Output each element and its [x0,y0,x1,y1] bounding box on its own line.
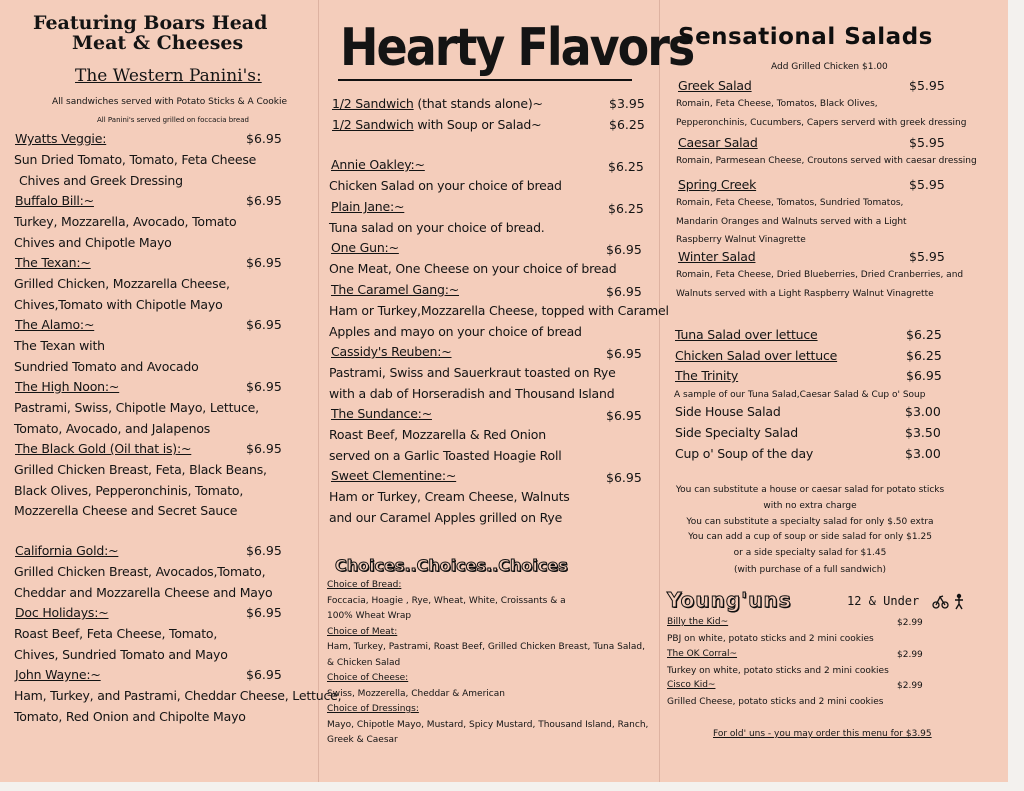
side-item-price: $3.50 [905,425,941,440]
kids-item-name: The OK Corral~ [667,649,738,659]
hearty-item-desc: Chicken Salad on your choice of bread [329,178,562,193]
choice-heading: Choice of Bread: [327,580,402,590]
kids-item-name: Cisco Kid~ [667,680,716,690]
panini-item-desc: Sundried Tomato and Avocado [14,358,199,374]
panini-item-desc: Grilled Chicken, Mozzarella Cheese, [14,276,230,291]
panini-item-name: The Alamo:~ [15,317,95,332]
panini-item-name: John Wayne:~ [15,667,101,682]
substitution-note-line: You can substitute a house or caesar salad for potato sticks [675,485,945,495]
panini-note-1: All sandwiches served with Potato Sticks & A Cookie [52,97,288,107]
panini-item-name: California Gold:~ [15,543,119,558]
hearty-item-name: Cassidy's Reuben:~ [331,344,452,359]
salad-price: $5.95 [909,135,945,150]
hearty-item-price: $6.95 [606,408,642,423]
extra-item-price: $6.25 [906,348,942,363]
panini-item-price: $6.95 [246,605,282,620]
salad-desc: Walnuts served with a Light Raspberry Walnut Vinagrette [676,288,934,299]
kids-item-desc: Grilled Cheese, potato sticks and 2 mini cookies [667,697,884,707]
panini-item-desc: Tomato, Avocado, and Jalapenos [14,420,211,436]
hearty-item-price: $6.95 [606,346,642,361]
choice-option-line: Mayo, Chipotle Mayo, Mustard, Spicy Mustard, Thousand Island, Ranch, [327,719,649,730]
choice-option-line: & Chicken Salad [327,657,401,668]
panini-item-desc: Grilled Chicken Breast, Feta, Black Beans, [14,462,267,477]
fold-line [659,0,660,782]
sensational-salads-title: Sensational Salads [678,24,933,50]
substitution-note-line: You can substitute a specialty salad for only $.50 extra [686,517,934,527]
panini-item-desc: Ham, Turkey, and Pastrami, Cheddar Cheese, Lettuce, [14,688,342,703]
panini-item-name: Buffalo Bill:~ [15,193,94,208]
hearty-item-desc: Pastrami, Swiss and Sauerkraut toasted on Rye [329,365,616,380]
half-sandwich-soup-name: 1/2 Sandwich [332,117,414,132]
hearty-item-desc: Ham or Turkey,Mozzarella Cheese, topped with Caramel [329,303,669,318]
panini-item-desc: Sun Dried Tomato, Tomato, Feta Cheese [14,152,257,167]
half-sandwich-desc: (that stands alone)~ [413,96,543,111]
extra-item-name: Tuna Salad over lettuce [675,327,818,342]
choices-title: Choices..Choices..Choices [335,556,568,575]
hearty-item-name: The Sundance:~ [331,406,432,421]
half-sandwich-soup-line [332,117,541,132]
kids-item-desc: PBJ on white, potato sticks and 2 mini cookies [667,634,874,644]
substitution-note-line: You can add a cup of soup or side salad for only $1.25 [688,532,932,542]
salad-desc: Pepperonchinis, Cucumbers, Capers serverd with greek dressing [676,117,967,128]
panini-item-desc: Black Olives, Pepperonchinis, Tomato, [14,482,244,498]
choice-option-line: Swiss, Mozzerella, Cheddar & American [327,688,505,699]
hearty-item-price: $6.25 [608,201,644,216]
hearty-item-name: Plain Jane:~ [331,199,405,214]
hearty-item-desc: Tuna salad on your choice of bread. [329,220,545,235]
hearty-item-name: Annie Oakley:~ [331,157,425,172]
salad-desc: Raspberry Walnut Vinagrette [676,235,806,245]
panini-item-desc: Pastrami, Swiss, Chipotle Mayo, Lettuce, [14,400,259,415]
kids-item-price: $2.99 [897,650,923,660]
salad-name: Winter Salad [678,249,756,264]
panini-item-name: Doc Holidays:~ [15,605,109,620]
choice-heading: Choice of Cheese: [327,673,409,683]
side-item-price: $3.00 [905,446,941,461]
choice-heading: Choice of Meat: [327,626,398,637]
panini-item-name: The Black Gold (Oil that is):~ [15,441,192,456]
panini-item-desc: Tomato, Red Onion and Chipolte Mayo [14,708,246,724]
hearty-item-price: $6.95 [606,242,642,257]
panini-item-desc: Mozzerella Cheese and Secret Sauce [14,503,238,518]
panini-item-desc: Chives and Greek Dressing [19,172,183,188]
half-sandwich-soup-desc: with Soup or Salad~ [413,117,542,132]
salad-name: Spring Creek [678,177,757,192]
salad-desc: Romain, Feta Cheese, Dried Blueberries, Dried Cranberries, and [676,270,964,280]
panini-item-price: $6.95 [246,441,282,456]
panini-item-price: $6.95 [246,255,282,270]
panini-item-name: The High Noon:~ [15,379,120,394]
panini-item-desc: Turkey, Mozzarella, Avocado, Tomato [14,214,237,229]
panini-item-desc: Chives,Tomato with Chipotle Mayo [14,296,223,312]
salad-name: Caesar Salad [678,135,758,150]
featuring-line-1: Featuring Boars Head [33,12,268,34]
panini-item-price: $6.95 [246,131,282,146]
substitution-note-line: or a side specialty salad for $1.45 [733,548,887,558]
younguns-title: Young'uns [667,588,792,612]
panini-item-desc: Grilled Chicken Breast, Avocados,Tomato, [14,564,266,579]
kids-item-price: $2.99 [897,618,923,628]
choice-option-line: Foccacia, Hoagie , Rye, Wheat, White, Croissants & a [327,595,566,606]
trinity-note: A sample of our Tuna Salad,Caesar Salad & Cup o' Soup [674,390,926,400]
kids-item-desc: Turkey on white, potato sticks and 2 mini cookies [667,666,889,676]
extra-item-name: The Trinity [675,368,739,383]
panini-item-price: $6.95 [246,543,282,558]
panini-section-title: The Western Panini's: [75,66,262,86]
half-sandwich-price: $3.95 [609,96,645,111]
substitution-note-line: with no extra charge [763,501,857,511]
hearty-flavors-title: Hearty Flavors [340,17,694,78]
salad-desc: Romain, Parmesean Cheese, Croutons served with caesar dressing [676,156,977,166]
choice-heading: Choice of Dressings: [327,704,419,714]
panini-item-price: $6.95 [246,317,282,332]
panini-item-price: $6.95 [246,667,282,682]
fold-line [318,0,319,782]
hearty-item-desc: Roast Beef, Mozzarella & Red Onion [329,427,546,442]
hearty-item-name: One Gun:~ [331,240,399,255]
kids-item-price: $2.99 [897,681,923,691]
hearty-item-price: $6.95 [606,284,642,299]
extra-item-price: $6.95 [906,368,942,383]
hearty-item-price: $6.25 [608,159,644,174]
half-sandwich-name: 1/2 Sandwich [332,96,414,111]
hearty-item-desc: served on a Garlic Toasted Hoagie Roll [329,447,562,463]
featuring-line-2: Meat & Cheeses [72,32,244,54]
panini-item-desc: The Texan with [14,338,105,353]
kids-item-name: Billy the Kid~ [667,617,729,627]
extra-item-name: Chicken Salad over lettuce [675,348,838,363]
panini-item-name: The Texan:~ [15,255,91,270]
choice-option-line: Greek & Caesar [327,735,398,745]
cowboy-icon [929,592,969,614]
panini-item-price: $6.95 [246,193,282,208]
half-sandwich-soup-price: $6.25 [609,117,645,132]
hearty-item-name: The Caramel Gang:~ [331,282,460,297]
panini-item-price: $6.95 [246,379,282,394]
hearty-item-price: $6.95 [606,470,642,485]
panini-item-desc: Cheddar and Mozzarella Cheese and Mayo [14,584,273,600]
salad-desc: Romain, Feta Cheese, Tomatos, Sundried Tomatos, [676,198,904,208]
salad-price: $5.95 [909,249,945,264]
salad-price: $5.95 [909,78,945,93]
side-item-price: $3.00 [905,404,941,419]
hearty-item-desc: Ham or Turkey, Cream Cheese, Walnuts [329,489,570,504]
panini-note-2: All Panini's served grilled on foccacia bread [97,116,249,124]
half-sandwich-line [332,96,543,111]
salad-desc: Mandarin Oranges and Walnuts served with a Light [676,216,907,227]
panini-item-desc: Chives, Sundried Tomato and Mayo [14,646,228,662]
hearty-item-desc: and our Caramel Apples grilled on Rye [329,509,563,525]
panini-item-desc: Chives and Chipotle Mayo [14,234,172,250]
choice-option-line: Ham, Turkey, Pastrami, Roast Beef, Grilled Chicken Breast, Tuna Salad, [327,642,645,652]
hearty-item-name: Sweet Clementine:~ [331,468,457,483]
side-item-name: Side House Salad [675,404,781,419]
add-chicken-note: Add Grilled Chicken $1.00 [771,62,888,72]
extra-item-price: $6.25 [906,327,942,342]
choice-option-line: 100% Wheat Wrap [327,611,412,621]
panini-item-name: Wyatts Veggie: [15,131,107,146]
hearty-item-desc: One Meat, One Cheese on your choice of bread [329,261,617,276]
hearty-item-desc: with a dab of Horseradish and Thousand Island [329,385,615,401]
salad-name: Greek Salad [678,78,752,93]
substitution-note-line: (with purchase of a full sandwich) [734,565,886,575]
side-item-name: Side Specialty Salad [675,425,798,440]
salad-price: $5.95 [909,177,945,192]
hearty-item-desc: Apples and mayo on your choice of bread [329,323,582,339]
side-item-name: Cup o' Soup of the day [675,446,814,461]
panini-item-desc: Roast Beef, Feta Cheese, Tomato, [14,626,218,641]
title-rule [338,79,632,81]
younguns-age: 12 & Under [847,594,920,608]
old-uns-note: For old' uns - you may order this menu for $3.95 [713,729,932,739]
salad-desc: Romain, Feta Cheese, Tomatos, Black Olives, [676,99,878,109]
